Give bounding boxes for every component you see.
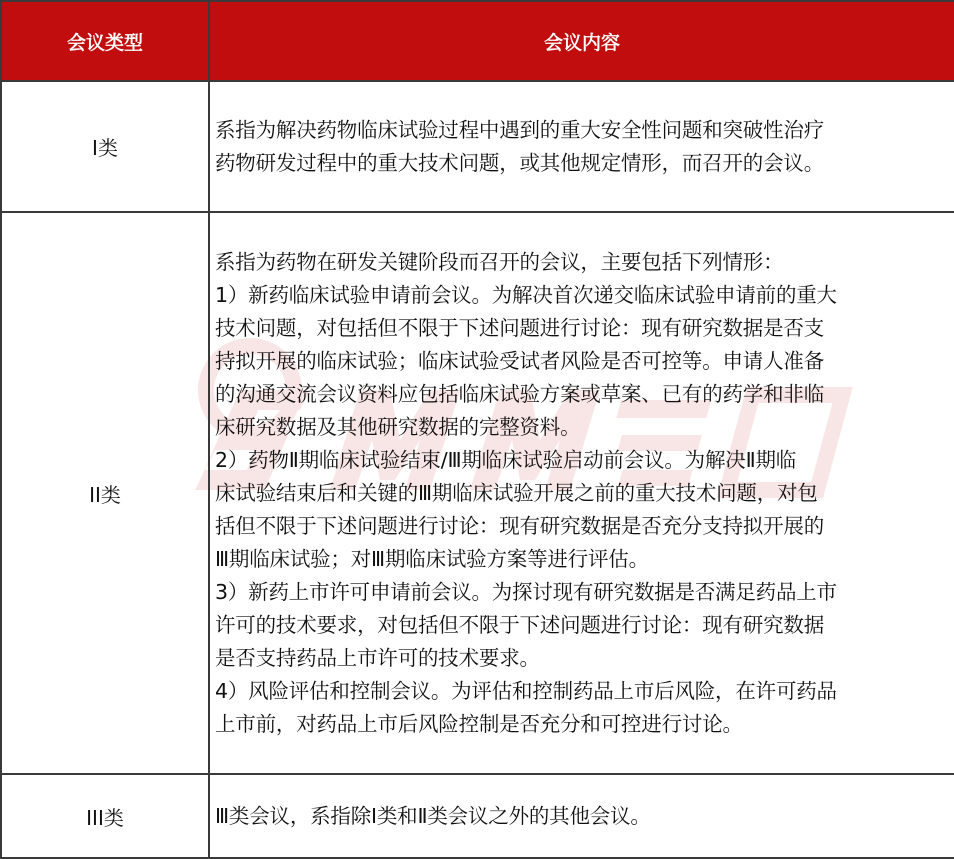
content-line: 药物研发过程中的重大技术问题，或其他规定情形，而召开的会议。 (215, 150, 824, 175)
content-line: 4）风险评估和控制会议。为评估和控制药品上市后风险，在许可药品 (215, 678, 837, 703)
content-line: 1）新药临床试验申请前会议。为解决首次递交临床试验申请前的重大 (215, 282, 837, 307)
table-row-type-3 (1, 774, 954, 858)
meeting-type-cell: III类 (1, 774, 209, 858)
content-line: 床研究数据及其他研究数据的完整资料。 (215, 414, 581, 439)
table-row-type-2 (1, 212, 954, 774)
content-line: Ⅲ期临床试验；对Ⅲ期临床试验方案等进行评估。 (215, 546, 649, 571)
meeting-type-cell: I类 (1, 81, 209, 212)
content-line: 技术问题，对包括但不限于下述问题进行讨论：现有研究数据是否支 (215, 315, 824, 340)
meeting-content-cell (209, 81, 954, 212)
content-line: 括但不限于下述问题进行讨论：现有研究数据是否充分支持拟开展的 (215, 513, 824, 538)
content-line: 3）新药上市许可申请前会议。为探讨现有研究数据是否满足药品上市 (215, 579, 837, 604)
content-line: 许可的技术要求，对包括但不限于下述问题进行讨论：现有研究数据 (215, 612, 824, 637)
content-line: 的沟通交流会议资料应包括临床试验方案或草案、已有的药学和非临 (215, 381, 824, 406)
content-line: 系指为药物在研发关键阶段而召开的会议，主要包括下列情形： (215, 249, 784, 274)
content-line: Ⅲ类会议，系指除Ⅰ类和Ⅱ类会议之外的其他会议。 (215, 803, 651, 828)
content-line: 是否支持药品上市许可的技术要求。 (215, 645, 540, 670)
meeting-content-cell (209, 774, 954, 858)
meeting-type-cell: II类 (1, 212, 209, 774)
content-line: 2）药物Ⅱ期临床试验结束/Ⅲ期临床试验启动前会议。为解决Ⅱ期临 (215, 447, 797, 472)
header-meeting-content: 会议内容 (209, 1, 954, 81)
content-line: 持拟开展的临床试验；临床试验受试者风险是否可控等。申请人准备 (215, 348, 824, 373)
content-line: 床试验结束后和关键的Ⅲ期临床试验开展之前的重大技术问题，对包 (215, 480, 818, 505)
table-row-type-1 (1, 81, 954, 212)
meeting-content-cell (209, 212, 954, 774)
header-meeting-type: 会议类型 (1, 1, 209, 81)
table-header-row (1, 1, 954, 81)
content-line: 系指为解决药物临床试验过程中遇到的重大安全性问题和突破性治疗 (215, 117, 824, 142)
content-line: 上市前，对药品上市后风险控制是否充分和可控进行讨论。 (215, 711, 743, 736)
